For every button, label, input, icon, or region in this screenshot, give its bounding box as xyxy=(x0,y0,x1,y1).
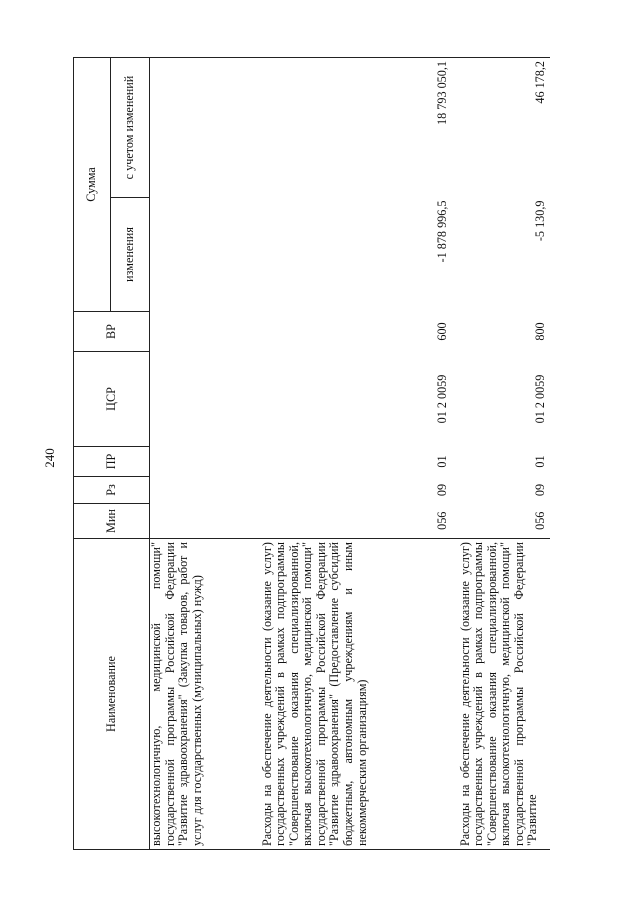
row-min xyxy=(150,504,254,539)
row-vr: 600 xyxy=(434,322,449,341)
row-total: 46 178,2 xyxy=(452,57,550,197)
row-total xyxy=(150,57,254,197)
header-change: изменения xyxy=(111,198,150,312)
table-row xyxy=(150,57,254,849)
budget-table xyxy=(73,57,550,850)
row-min: 056 xyxy=(532,511,547,530)
row-name: Расходы на обеспечение деятельности (оказание услуг) государственных учреждений в рамках подпрограммы "Совершенствование оказания специализированной, включая высокотехнологичную, медицинской помощи" государственной программы Российской Федерации "Развитие xyxy=(452,539,550,850)
row-csr xyxy=(150,352,254,447)
header-with-changes: с учетом изменений xyxy=(111,57,150,197)
header-rz: Рз xyxy=(74,477,150,504)
row-rz: 09 xyxy=(532,483,547,497)
header-pr: ПР xyxy=(74,447,150,477)
row-vr: 800 xyxy=(532,322,547,341)
row-rz: 09 xyxy=(434,483,449,497)
row-pr xyxy=(150,447,254,477)
table-row xyxy=(254,57,452,849)
row-change: -5 130,9 xyxy=(532,200,547,242)
row-name: высокотехнологичную, медицинской помощи" государственной программы Российской Федерации "Развитие здравоохранения" (Закупка товаров, работ и услуг для государственных (муниципальных) нужд) xyxy=(150,539,254,850)
row-change: -1 878 996,5 xyxy=(434,200,449,263)
header-vr: ВР xyxy=(74,312,150,352)
row-min: 056 xyxy=(434,511,449,530)
header-sum: Сумма xyxy=(74,57,111,311)
row-vr xyxy=(150,312,254,352)
row-total: 18 793 050,1 xyxy=(254,57,452,197)
header-min: Мин xyxy=(74,504,150,539)
header-name: Наименование xyxy=(74,539,150,850)
row-csr: 01 2 0059 xyxy=(434,374,449,424)
table-row xyxy=(452,57,550,849)
row-rz xyxy=(150,477,254,504)
header-csr: ЦСР xyxy=(74,352,150,447)
row-pr: 01 xyxy=(532,455,547,468)
page-number: 240 xyxy=(42,448,57,468)
row-change xyxy=(150,198,254,312)
row-name: Расходы на обеспечение деятельности (оказание услуг) государственных учреждений в рамках подпрограммы "Совершенствование оказания специализированной, включая высокотехнологичную, медицинской помощи" государственной программы Российской Федерации "Развитие здравоохранения" (Предоставление субсидий бюджетным, автономным учреждениям и иным некоммерческим организациям) xyxy=(254,539,452,850)
budget-table-sheet xyxy=(73,58,549,850)
row-pr: 01 xyxy=(434,455,449,468)
row-csr: 01 2 0059 xyxy=(532,374,547,424)
